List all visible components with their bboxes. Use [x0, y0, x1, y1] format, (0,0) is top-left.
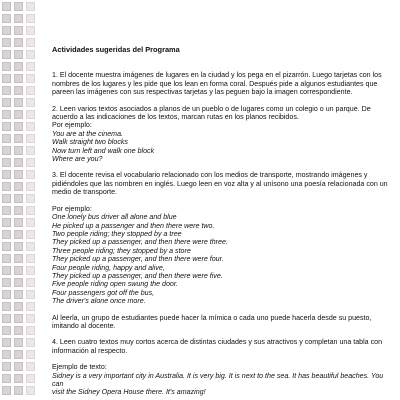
poem-line: They picked up a passenger, and then there were three.	[52, 238, 228, 247]
binder-hole	[26, 230, 35, 239]
binder-hole	[2, 230, 11, 239]
binder-hole	[14, 338, 23, 347]
binder-hole	[14, 206, 23, 215]
binder-hole	[14, 182, 23, 191]
binder-hole	[14, 242, 23, 251]
binder-hole	[26, 110, 35, 119]
binder-hole	[26, 350, 35, 359]
binder-hole	[2, 302, 11, 311]
binder-hole	[14, 374, 23, 383]
binder-hole	[26, 14, 35, 23]
binder-hole	[26, 38, 35, 47]
binder-hole	[26, 314, 35, 323]
example-line: Walk straight two blocks	[52, 138, 128, 147]
binder-hole	[26, 302, 35, 311]
binder-hole	[14, 122, 23, 131]
binder-holes-margin	[0, 0, 38, 400]
poem-line: They picked up a passenger, and then there were five.	[52, 271, 223, 280]
binder-hole	[26, 218, 35, 227]
binder-hole	[26, 182, 35, 191]
binder-hole	[14, 38, 23, 47]
binder-hole	[14, 98, 23, 107]
binder-hole	[26, 134, 35, 143]
binder-hole	[2, 14, 11, 23]
example-text-line: visit the Sidney Opera House there. It's amazing!	[52, 388, 206, 397]
binder-hole	[2, 2, 11, 11]
binder-hole	[26, 122, 35, 131]
binder-hole	[14, 386, 23, 395]
binder-hole	[2, 170, 11, 179]
binder-hole	[26, 74, 35, 83]
binder-hole	[14, 170, 23, 179]
binder-hole	[14, 350, 23, 359]
binder-hole	[26, 254, 35, 263]
binder-hole	[14, 50, 23, 59]
binder-hole	[14, 14, 23, 23]
binder-hole	[26, 338, 35, 347]
binder-hole	[14, 362, 23, 371]
binder-hole	[26, 158, 35, 167]
binder-hole	[26, 194, 35, 203]
binder-hole	[2, 86, 11, 95]
binder-hole	[26, 362, 35, 371]
binder-hole	[14, 2, 23, 11]
binder-hole	[26, 26, 35, 35]
binder-hole	[26, 242, 35, 251]
binder-hole	[14, 158, 23, 167]
binder-hole	[26, 50, 35, 59]
activity-3-example-label: Por ejemplo:	[52, 204, 92, 213]
binder-hole	[14, 134, 23, 143]
activity-2-example-label: Por ejemplo:	[52, 121, 92, 130]
binder-hole	[26, 386, 35, 395]
binder-hole	[14, 146, 23, 155]
poem-line: They picked up a passenger, and then there were four.	[52, 255, 224, 264]
binder-hole	[2, 386, 11, 395]
binder-hole	[2, 338, 11, 347]
poem-line: Five people riding open swung the door.	[52, 280, 178, 289]
binder-hole	[14, 278, 23, 287]
binder-hole	[2, 122, 11, 131]
binder-hole	[26, 326, 35, 335]
binder-hole	[2, 74, 11, 83]
binder-hole	[26, 290, 35, 299]
binder-hole	[2, 326, 11, 335]
binder-hole	[2, 206, 11, 215]
example-line: You are at the cinema.	[52, 129, 123, 138]
poem-line: Three people riding; they stopped by a store	[52, 246, 191, 255]
binder-hole	[2, 194, 11, 203]
binder-hole	[2, 50, 11, 59]
binder-hole	[14, 218, 23, 227]
binder-hole	[14, 86, 23, 95]
poem-line: Four passengers got off the bus,	[52, 288, 155, 297]
binder-hole	[14, 290, 23, 299]
activity-3-followup: Al leerla, un grupo de estudiantes puede hacer la mímica o cada uno puede hacerla desde su puesto, imitando al docente.	[52, 313, 372, 330]
example-text-line: Sidney is a very important city in Australia. It is very big. It is next to the sea. It has beautiful beaches. You can	[52, 371, 384, 388]
binder-hole	[14, 326, 23, 335]
binder-hole	[2, 158, 11, 167]
activity-4-example-label: Ejemplo de texto:	[52, 363, 107, 372]
binder-hole	[2, 254, 11, 263]
binder-hole	[14, 62, 23, 71]
activity-3: 3. El docente revisa el vocabulario relacionado con los medios de transporte, mostrando imágenes y pidiéndoles que las nombren en inglés. Luego leen en voz alta y al unísono una poesía relacionada con un medio de transporte.	[52, 171, 388, 197]
binder-hole	[2, 134, 11, 143]
binder-hole	[26, 374, 35, 383]
binder-hole	[26, 146, 35, 155]
poem-line: Four people riding, happy and alive,	[52, 263, 165, 272]
poem-line: One lonely bus driver all alone and blue	[52, 213, 177, 222]
binder-hole	[2, 146, 11, 155]
binder-hole	[2, 38, 11, 47]
binder-hole	[2, 182, 11, 191]
binder-hole	[2, 362, 11, 371]
activity-4: 4. Leen cuatro textos muy cortos acerca de distintas ciudades y sus atractivos y completan una tabla con información al respecto.	[52, 338, 383, 355]
binder-hole	[2, 62, 11, 71]
poem-line: Two people riding; they stopped by a tree	[52, 229, 182, 238]
binder-hole	[14, 230, 23, 239]
binder-hole	[26, 98, 35, 107]
binder-hole	[2, 98, 11, 107]
binder-hole	[26, 2, 35, 11]
activity-1: 1. El docente muestra imágenes de lugares en la ciudad y los pega en el pizarrón. Luego tarjetas con los nombres de los lugares y les pide que los lean en forma coral. Después pide a algunos estudiantes que pareen las imágenes con sus respectivas tarjetas y las peguen bajo la imagen correspondiente.	[52, 71, 382, 97]
binder-hole	[14, 74, 23, 83]
binder-hole	[26, 62, 35, 71]
binder-hole	[14, 302, 23, 311]
document-title: Actividades sugeridas del Programa	[52, 45, 180, 54]
binder-hole	[26, 86, 35, 95]
document-body	[52, 46, 392, 397]
example-line: Now turn left and walk one block	[52, 146, 155, 155]
activity-2: 2. Leen varios textos asociados a planos de un pueblo o de lugares como un colegio o un parque. De acuerdo a las indicaciones de los textos, marcan rutas en los planos recibidos.	[52, 104, 371, 122]
binder-hole	[2, 314, 11, 323]
binder-hole	[2, 266, 11, 275]
binder-hole	[14, 314, 23, 323]
binder-hole	[26, 278, 35, 287]
binder-hole	[14, 26, 23, 35]
binder-hole	[2, 350, 11, 359]
binder-hole	[2, 242, 11, 251]
binder-hole	[26, 170, 35, 179]
example-line: Where are you?	[52, 155, 103, 164]
binder-hole	[2, 374, 11, 383]
binder-hole	[2, 290, 11, 299]
binder-hole	[14, 194, 23, 203]
poem-line: The driver's alone once more.	[52, 297, 146, 306]
binder-hole	[2, 218, 11, 227]
binder-hole	[14, 266, 23, 275]
poem-line: He picked up a passenger and then there were two.	[52, 221, 215, 230]
binder-hole	[26, 266, 35, 275]
binder-hole	[26, 206, 35, 215]
binder-hole	[2, 26, 11, 35]
binder-hole	[14, 110, 23, 119]
binder-hole	[14, 254, 23, 263]
binder-hole	[2, 278, 11, 287]
binder-hole	[2, 110, 11, 119]
